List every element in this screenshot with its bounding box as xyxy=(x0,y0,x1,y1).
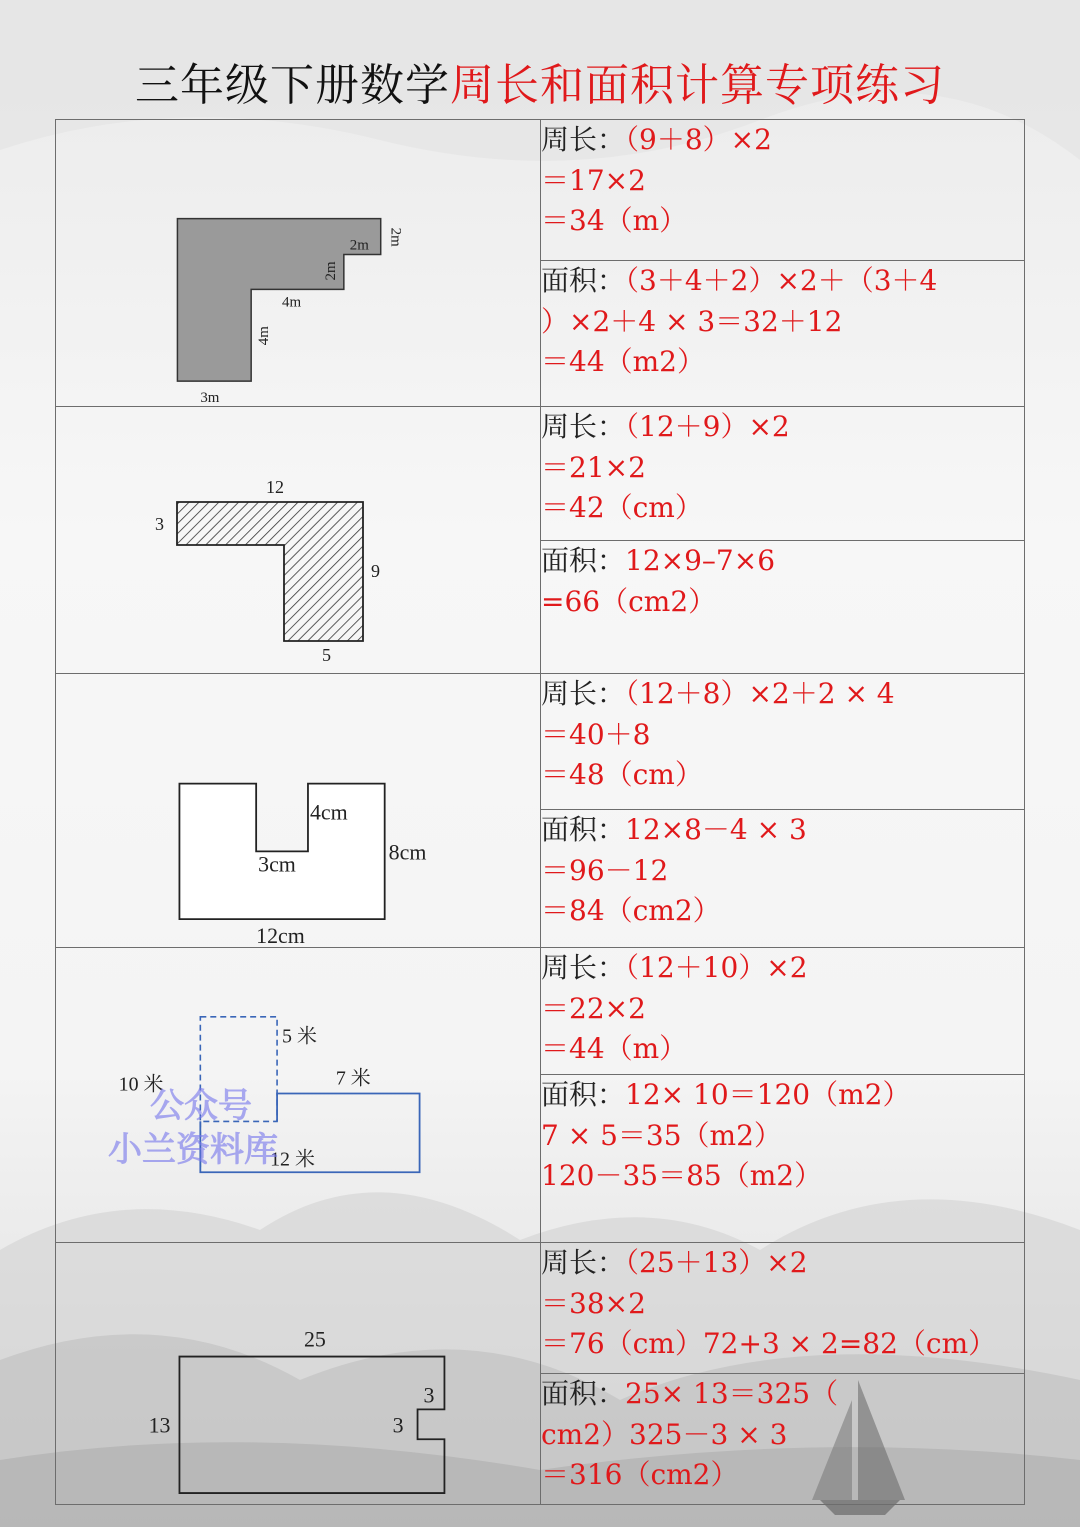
dim-label: 4m xyxy=(282,294,302,311)
area-cell-3 xyxy=(541,810,1025,948)
area-label: 面积： xyxy=(541,544,626,577)
dim-label: 3 xyxy=(392,1412,404,1438)
watermark-line-2: 小兰资料库 xyxy=(108,1130,278,1170)
perimeter-cell-4 xyxy=(541,948,1025,1075)
area-cell-2 xyxy=(541,541,1025,674)
dim-label: 3 xyxy=(155,514,164,534)
calc-line: （12＋10）×2 xyxy=(625,951,808,984)
dim-label: 4m xyxy=(256,326,273,346)
calc-line: 7 × 5＝35（m2） xyxy=(541,1118,782,1152)
calc-line: 12×8－4 × 3 xyxy=(625,813,807,846)
watermark-line-1: 公众号 xyxy=(150,1086,252,1126)
problem-row-2 xyxy=(56,407,1025,541)
title-prefix: 三年级下册数学 xyxy=(135,60,450,111)
calc-line: （3＋4＋2）×2＋（3＋4 xyxy=(625,264,938,297)
calc-line: ＝38×2 xyxy=(541,1286,646,1320)
calc-line: cm2）325－3 × 3 xyxy=(541,1417,788,1451)
perimeter-label: 周长： xyxy=(541,677,626,710)
problem-row-4 xyxy=(56,948,1025,1075)
dim-label: 3 xyxy=(423,1382,435,1408)
dim-label: 3cm xyxy=(258,851,296,877)
problem-row-3 xyxy=(56,674,1025,810)
figure-staircase-l-shape xyxy=(56,120,540,406)
dim-label: 10 米 xyxy=(118,1073,164,1096)
calc-line: （9＋8）×2 xyxy=(625,123,772,156)
figure-cell-5 xyxy=(56,1243,541,1505)
dim-label: 12cm xyxy=(256,923,305,947)
perimeter-label: 周长： xyxy=(541,123,626,156)
figure-notched-rectangle xyxy=(56,674,540,947)
figure-hatched-l-shape xyxy=(56,407,540,673)
calc-line: （12＋9）×2 xyxy=(625,410,790,443)
calc-line: 120－35＝85（m2） xyxy=(541,1159,823,1192)
area-label: 面积： xyxy=(541,813,626,846)
perimeter-cell-2 xyxy=(541,407,1025,541)
dim-label: 9 xyxy=(371,561,380,581)
area-label: 面积： xyxy=(541,264,626,297)
calc-line: ＝42（cm） xyxy=(541,491,703,524)
perimeter-cell-5 xyxy=(541,1243,1025,1374)
calc-line: 12×9–7×6 xyxy=(625,544,776,577)
dim-label: 4cm xyxy=(309,799,348,825)
page-title xyxy=(0,58,1080,114)
calc-line: ＝48（cm） xyxy=(541,758,703,791)
dim-label: 5 xyxy=(322,645,331,665)
calc-line: ＝96－12 xyxy=(541,853,669,887)
dim-label: 7 米 xyxy=(335,1067,371,1090)
calc-line: ＝44（m） xyxy=(541,1032,688,1065)
figure-cell-4 xyxy=(56,948,541,1243)
figure-cell-3 xyxy=(56,674,541,948)
dim-label: 12 米 xyxy=(270,1148,315,1171)
area-label: 面积： xyxy=(541,1078,626,1111)
area-cell-5 xyxy=(541,1374,1025,1505)
dim-label: 2m xyxy=(349,237,369,254)
calc-line: ＝17×2 xyxy=(541,163,646,197)
exercise-table xyxy=(55,119,1025,1505)
area-cell-1 xyxy=(541,261,1025,407)
figure-dashed-composite-shape xyxy=(56,948,540,1242)
perimeter-cell-1 xyxy=(541,120,1025,261)
perimeter-label: 周长： xyxy=(541,951,626,984)
dim-label: 8cm xyxy=(388,839,427,865)
dim-label: 2m xyxy=(387,227,404,247)
figure-cell-1 xyxy=(56,120,541,407)
dim-label: 13 xyxy=(148,1412,171,1438)
calc-line: （12＋8）×2＋2 × 4 xyxy=(625,677,895,710)
problem-row-1 xyxy=(56,120,1025,261)
calc-line: ＝76（cm）72+3 × 2=82（cm） xyxy=(541,1327,997,1360)
figure-cell-2 xyxy=(56,407,541,674)
calc-line: ＝21×2 xyxy=(541,450,646,484)
title-highlight: 周长和面积计算专项练习 xyxy=(450,60,945,111)
dim-label: 5 米 xyxy=(282,1025,317,1048)
calc-line: 25× 13＝325（ xyxy=(625,1377,839,1410)
perimeter-label: 周长： xyxy=(541,410,626,443)
calc-line: =66（cm2） xyxy=(541,584,717,618)
area-label: 面积： xyxy=(541,1377,626,1410)
perimeter-cell-3 xyxy=(541,674,1025,810)
dim-label: 3m xyxy=(200,390,220,406)
calc-line: ＝34（m） xyxy=(541,204,688,237)
calc-line: ）×2＋4 × 3＝32＋12 xyxy=(541,304,843,338)
calc-line: 12× 10＝120（m2） xyxy=(625,1078,911,1111)
dim-label: 2m xyxy=(322,261,339,281)
calc-line: ＝22×2 xyxy=(541,991,646,1025)
problem-row-5 xyxy=(56,1243,1025,1374)
calc-line: ＝316（cm2） xyxy=(541,1458,739,1491)
dim-label: 25 xyxy=(303,1326,326,1352)
calc-line: （25＋13）×2 xyxy=(625,1246,808,1279)
dim-label: 12 xyxy=(266,477,284,497)
figure-rectangle-with-notch xyxy=(56,1243,540,1504)
calc-line: ＝40＋8 xyxy=(541,717,651,751)
calc-line: ＝44（m2） xyxy=(541,345,705,378)
area-cell-4 xyxy=(541,1075,1025,1243)
perimeter-label: 周长： xyxy=(541,1246,626,1279)
calc-line: ＝84（cm2） xyxy=(541,894,721,927)
